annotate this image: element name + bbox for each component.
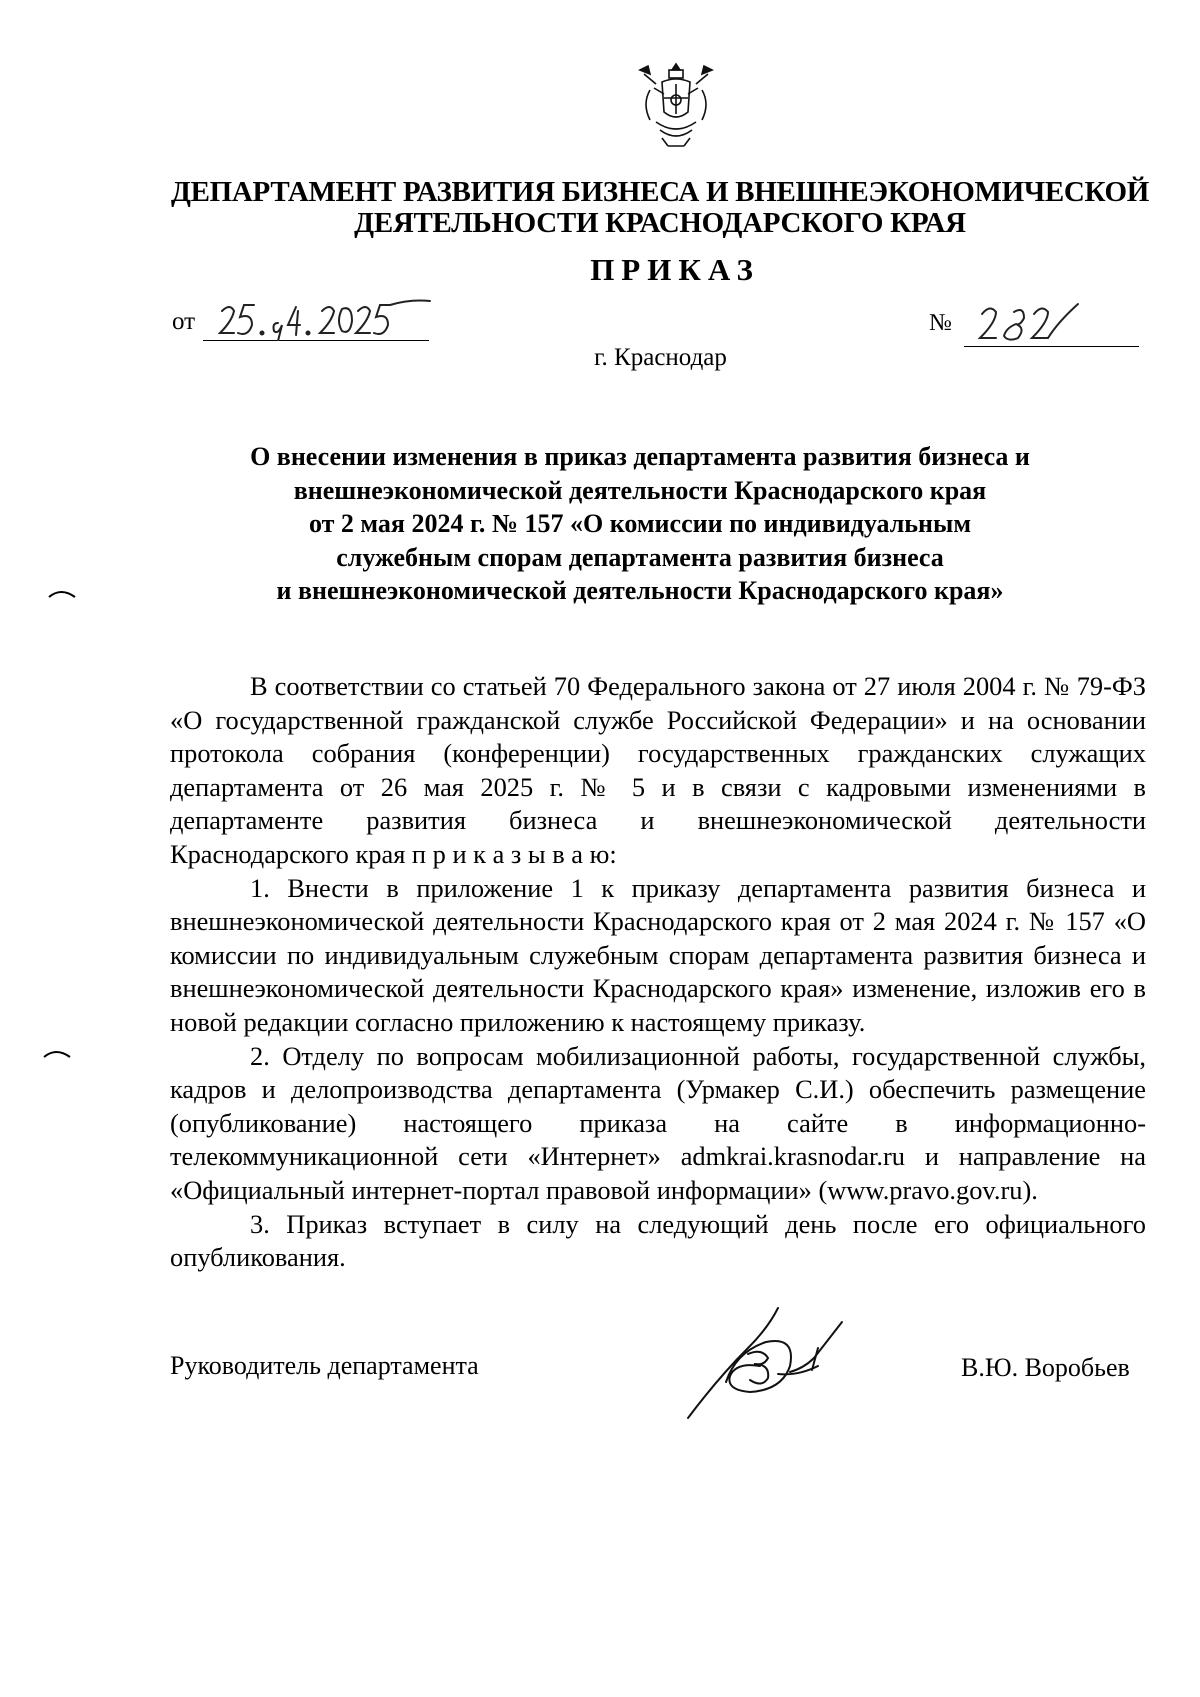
item-2-paragraph: 2. Отделу по вопросам мобилизационной работы, государственной службы, кадров и делопроизводства департамента (Урмакер С.И.) обеспечить размещение (опубликование) настоящего приказа на сайте в информационно-телекоммуникационной сети «Интернет» admkrai.krasnodar.ru и направление на «Официальный интернет-портал правовой информации» (www.pravo.gov.ru). xyxy=(170,1040,1146,1205)
preamble-paragraph: В соответствии со статьей 70 Федерального закона от 27 июля 2004 г. № 79-ФЗ «О государственной гражданской службе Российской Федерации» и на основании протокола собрания (конференции) государственных гражданских служащих департамента от 26 мая 2025 г. № 5 и в связи с кадровыми изменениями в департаменте развития бизнеса и внешнеэкономической деятельности Краснодарского края п р и к а з ы в а ю: xyxy=(170,671,1146,869)
order-body xyxy=(170,670,1146,1275)
signatory-name: В.Ю. Воробьев xyxy=(961,1353,1130,1382)
department-name-line-2: ДЕЯТЕЛЬНОСТИ КРАСНОДАРСКОГО КРАЯ xyxy=(354,207,966,239)
handwritten-date xyxy=(218,297,438,341)
order-title-line: внешнеэкономической деятельности Краснодарского края xyxy=(293,475,987,505)
document-type-heading: ПРИКАЗ xyxy=(590,252,760,287)
date-label: от xyxy=(172,308,196,335)
item-1-paragraph: 1. Внести в приложение 1 к приказу департамента развития бизнеса и внешнеэкономической деятельности Краснодарского края от 2 мая 2024 г. № 157 «О комиссии по индивидуальным служебным спорам департамента развития бизнеса и внешнеэкономической деятельности Краснодарского края» изменение, изложив его в новой редакции согласно приложению к настоящему приказу. xyxy=(170,872,1146,1037)
coat-of-arms-icon xyxy=(634,60,718,154)
order-title-line: и внешнеэкономической деятельности Краснодарского края» xyxy=(276,576,1004,605)
margin-mark xyxy=(42,1045,72,1061)
handwritten-signature xyxy=(678,1288,878,1428)
order-title xyxy=(200,440,1080,608)
city: г. Краснодар xyxy=(594,344,727,371)
signatory-position: Руководитель департамента xyxy=(170,1351,479,1380)
department-name-line-1: ДЕПАРТАМЕНТ РАЗВИТИЯ БИЗНЕСА И ВНЕШНЕЭКОНОМИЧЕСКОЙ xyxy=(170,176,1150,208)
order-title-line: служебным спорам департамента развития бизнеса xyxy=(336,542,944,572)
item-3-paragraph: 3. Приказ вступает в силу на следующий день после его официального опубликования. xyxy=(170,1208,1146,1273)
handwritten-number xyxy=(976,298,1086,344)
number-label: № xyxy=(929,310,952,336)
order-title-line: О внесении изменения в приказ департамента развития бизнеса и xyxy=(250,442,1030,471)
order-title-line: от 2 мая 2024 г. № 157 «О комиссии по индивидуальным xyxy=(308,509,972,538)
margin-mark xyxy=(47,585,77,601)
